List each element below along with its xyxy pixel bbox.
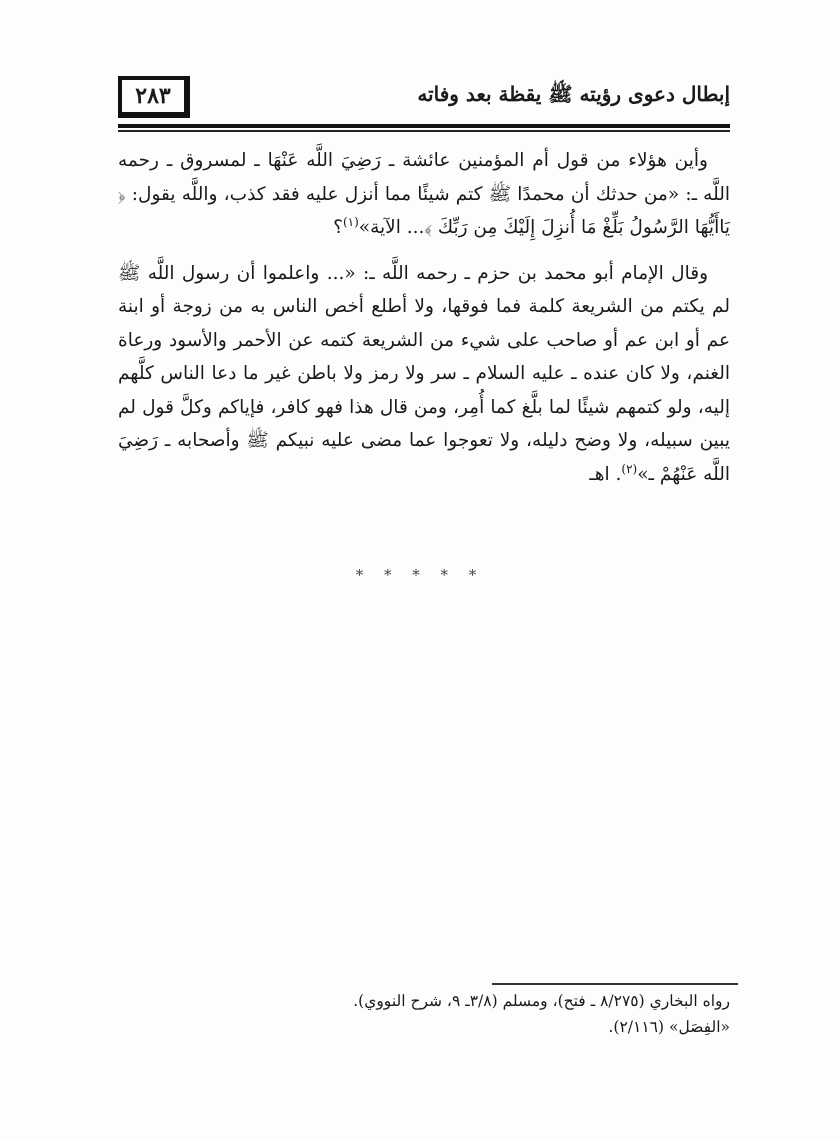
footnote-ref-1: (١) [342, 214, 359, 229]
footnote-rule [492, 983, 738, 985]
page-number: ٢٨٣ [118, 76, 190, 118]
footnote-1: رواه البخاري (٨/٢٧٥ ـ فتح)، ومسلم (٣/٨ـ ٩، شرح النووي). [353, 992, 730, 1010]
header-rule-thick [118, 124, 730, 128]
running-title: إبطال دعوى رؤيته ﷺ يقظة بعد وفاته [417, 82, 730, 106]
footnotes [118, 988, 730, 1040]
paragraph-end: . اهـ [589, 463, 622, 485]
paragraph-text: وأين هؤلاء من قول أم المؤمنين عائشة ـ رَضِيَ اللَّه عَنْهَا ـ لمسروق ـ رحمه اللَّه ـ: «من حدثك أن محمدًا ﷺ كتم شيئًا مما أنزل عليه فقد كذب، واللَّه يقول: ﴿ يَاأَيُّهَا الرَّسُولُ بَلِّغْ مَا أُنزِلَ إِلَيْكَ مِن رَبِّكَ ﴾... الآية» [118, 150, 730, 238]
footnote-2: «الفِصَل» (٢/١١٦). [608, 1018, 730, 1036]
page-header [118, 74, 730, 124]
header-rule-thin [118, 130, 730, 132]
main-text [118, 144, 730, 503]
paragraph-aisha-quote [118, 144, 730, 245]
paragraph-text: وقال الإمام أبو محمد بن حزم ـ رحمه اللَّه ـ: «... واعلموا أن رسول اللَّه ﷺ لم يكتم من الشريعة كلمة فما فوقها، ولا أطلع أخص الناس به من زوجة أو ابنة عم أو ابن عم أو صاحب على شيء من الشريعة كتمه عن الأحمر والأسود ورعاة الغنم، ولا كان عنده ـ عليه السلام ـ سر ولا رمز ولا باطن غير ما دعا الناس كلَّهم إليه، ولو كتمهم شيئًا لما بلَّغ كما أُمِر، ومن قال هذا فهو كافر، فإياكم وكلَّ قول لم يبين سبيله، ولا وضح دليله، ولا تعوجوا عما مضى عليه نبيكم ﷺ وأصحابه ـ رَضِيَ اللَّه عَنْهُمْ ـ» [118, 262, 730, 485]
footnote-ref-2: (٢) [621, 461, 638, 476]
paragraph-ibn-hazm-quote [118, 257, 730, 492]
section-separator: * * * * * [355, 566, 485, 584]
paragraph-end: ؟ [333, 217, 343, 238]
